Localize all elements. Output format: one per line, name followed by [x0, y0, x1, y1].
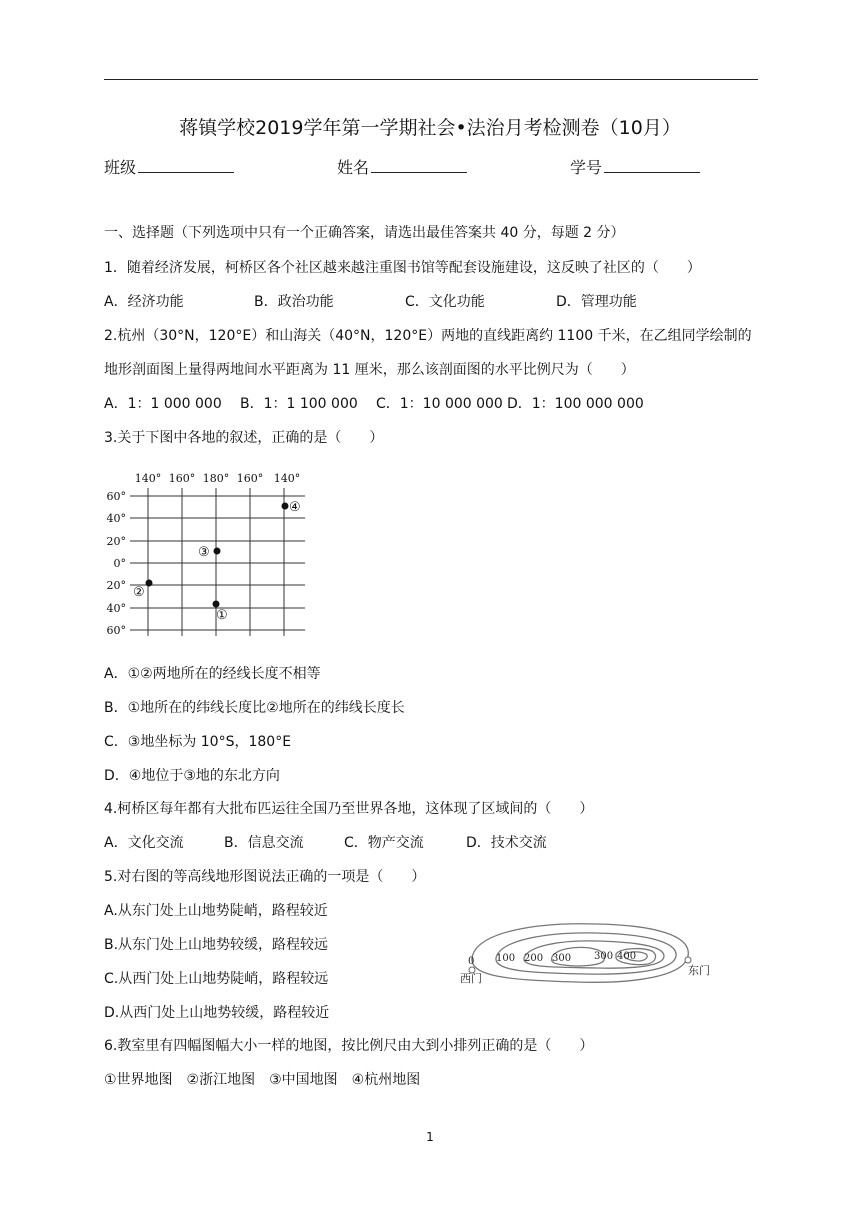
q2-stem-line1: 2.杭州（30°N，120°E）和山海关（40°N，120°E）两地的直线距离约 1100 千米，在乙组同学绘制的	[104, 328, 752, 344]
lat-label: 60°	[106, 490, 126, 503]
class-field	[104, 155, 234, 178]
q3-stem: 3.关于下图中各地的叙述，正确的是（ ）	[104, 430, 384, 446]
contour-label: 200	[524, 953, 544, 964]
header-rule	[104, 79, 758, 80]
east-gate-label: 东门	[688, 964, 710, 977]
q2-option-c: C．1：10 000 000	[376, 396, 503, 412]
point-4-label: ④	[289, 500, 301, 515]
q5-option-d: D.从西门处上山地势较缓，路程较近	[104, 1005, 330, 1021]
point-2	[146, 580, 153, 587]
q3-option-c: C．③地坐标为 10°S，180°E	[104, 734, 292, 750]
lon-label: 140°	[134, 472, 162, 485]
class-blank[interactable]	[138, 157, 234, 173]
q3-option-a: A．①②两地所在的经线长度不相等	[104, 666, 321, 682]
id-field	[570, 155, 700, 178]
name-field	[337, 155, 467, 178]
name-blank[interactable]	[371, 157, 467, 173]
point-1	[213, 601, 220, 608]
q2-option-b: B．1：1 100 000	[240, 396, 358, 412]
q6-stem: 6.教室里有四幅图幅大小一样的地图，按比例尺由大到小排列正确的是（ ）	[104, 1038, 594, 1054]
point-4	[282, 503, 289, 510]
lon-label: 160°	[236, 472, 264, 485]
name-label: 姓名	[337, 158, 370, 177]
point-1-label: ①	[216, 608, 228, 623]
point-3-label: ③	[198, 545, 210, 560]
q4-option-a: A．文化交流	[104, 835, 184, 851]
q4-option-c: C．物产交流	[344, 835, 424, 851]
lon-label: 140°	[273, 472, 301, 485]
point-2-label: ②	[133, 585, 145, 600]
class-label: 班级	[104, 158, 137, 177]
q5-option-b: B.从东门处上山地势较缓，路程较远	[104, 937, 329, 953]
contour-label: 300	[594, 951, 614, 962]
id-label: 学号	[570, 158, 603, 177]
q5-option-c: C.从西门处上山地势陡峭，路程较远	[104, 971, 329, 987]
lon-label: 180°	[202, 472, 230, 485]
exam-title: 蒋镇学校2019学年第一学期社会•法治月考检测卷（10月）	[179, 117, 681, 139]
q1-option-a: A．经济功能	[104, 294, 184, 310]
lat-label: 20°	[106, 579, 126, 592]
q3-option-d: D．④地位于③地的东北方向	[104, 768, 280, 784]
lat-lon-grid-figure	[100, 466, 315, 642]
lat-label: 60°	[106, 624, 126, 637]
lat-label: 0°	[113, 557, 126, 570]
lon-label: 160°	[168, 472, 196, 485]
lat-label: 20°	[106, 535, 126, 548]
page-number: 1	[426, 1130, 434, 1144]
west-gate-label: 西门	[460, 972, 482, 985]
q2-option-d: D．1：100 000 000	[507, 396, 644, 412]
q6-items: ①世界地图 ②浙江地图 ③中国地图 ④杭州地图	[104, 1072, 421, 1088]
point-3	[214, 548, 221, 555]
contour-label: 0	[468, 956, 475, 967]
contour-map-figure	[456, 918, 718, 990]
q1-option-c: C．文化功能	[405, 294, 485, 310]
contour-label: 100	[496, 953, 516, 964]
q2-stem-line2: 地形剖面图上量得两地间水平距离为 11 厘米，那么该剖面图的水平比例尺为（ ）	[104, 362, 635, 378]
id-blank[interactable]	[604, 157, 700, 173]
q2-option-a: A．1：1 000 000	[104, 396, 222, 412]
east-gate-marker	[685, 957, 691, 963]
q4-option-d: D．技术交流	[466, 835, 547, 851]
lat-label: 40°	[106, 602, 126, 615]
q1-stem: 1．随着经济发展，柯桥区各个社区越来越注重图书馆等配套设施建设，这反映了社区的（ ）	[104, 260, 701, 276]
q4-option-b: B．信息交流	[224, 835, 304, 851]
section-heading: 一、选择题（下列选项中只有一个正确答案，请选出最佳答案共 40 分，每题 2 分）	[104, 225, 625, 241]
q5-stem: 5.对右图的等高线地形图说法正确的一项是（ ）	[104, 869, 426, 885]
contour-label: 400	[617, 951, 637, 962]
lat-label: 40°	[106, 512, 126, 525]
q4-stem: 4.柯桥区每年都有大批布匹运往全国乃至世界各地，这体现了区域间的（ ）	[104, 801, 594, 817]
q3-option-b: B．①地所在的纬线长度比②地所在的纬线长度长	[104, 700, 405, 716]
q1-option-b: B．政治功能	[254, 294, 334, 310]
contour-label: 300	[552, 953, 572, 964]
q1-option-d: D．管理功能	[556, 294, 637, 310]
q5-option-a: A.从东门处上山地势陡峭，路程较近	[104, 903, 328, 919]
